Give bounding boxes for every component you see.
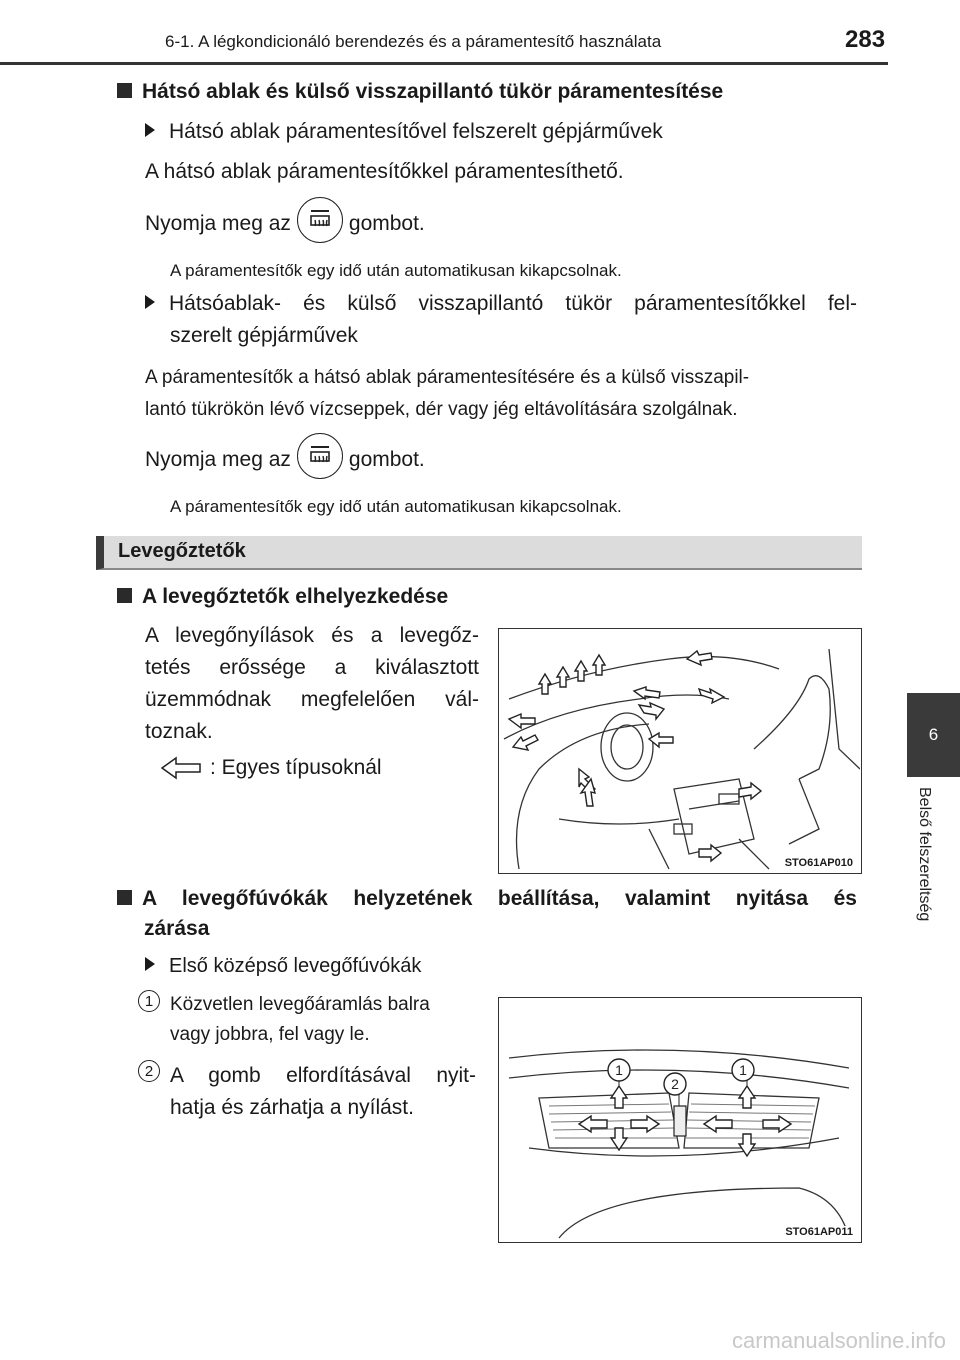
figure-code: STO61AP010	[784, 857, 853, 869]
press-text-before: Nyomja meg az	[145, 448, 291, 471]
callout-1-left: 1	[615, 1062, 623, 1078]
vent-illustration	[499, 998, 860, 1241]
square-bullet-icon	[117, 588, 132, 603]
press-instruction	[145, 200, 425, 248]
header-rule	[0, 62, 888, 65]
item-line2: hatja és zárhatja a nyílást.	[170, 1096, 414, 1119]
callout-2: 2	[671, 1076, 679, 1092]
item-line1: Közvetlen levegőáramlás balra	[170, 994, 430, 1015]
press-text-before: Nyomja meg az	[145, 212, 291, 235]
press-text-after: gombot.	[348, 448, 425, 471]
subsection-front-center-vents	[145, 955, 421, 978]
list-item-2-text	[170, 1060, 476, 1124]
chapter-tab[interactable]	[907, 693, 960, 777]
figure-vent-locations	[498, 628, 862, 874]
paragraph-line2: tetés erőssége a kiválasztott	[145, 656, 479, 679]
legend-text: : Egyes típusoknál	[210, 756, 382, 779]
press-instruction	[145, 436, 425, 484]
subsection-title: Első középső levegőfúvókák	[169, 955, 422, 977]
heading-text: Hátsó ablak és külső visszapillantó tükör páramentesítése	[142, 80, 724, 103]
chapter-number: 6	[928, 725, 939, 744]
figure-code: STO61AP011	[785, 1226, 853, 1238]
paragraph: A hátsó ablak páramentesítőkkel páramentesíthető.	[145, 160, 624, 183]
square-bullet-icon	[117, 890, 132, 905]
section-heading-defogger	[117, 80, 723, 104]
item-line2: vagy jobbra, fel vagy le.	[170, 1024, 370, 1045]
subsection-rear-window-mirror	[145, 288, 857, 352]
item-line1: A gomb elfordításával nyit-	[170, 1064, 476, 1087]
rear-defogger-button-icon	[297, 433, 343, 479]
subsection-title: Hátsó ablak páramentesítővel felszerelt gépjárművek	[169, 120, 663, 143]
chapter-side-label: Belső felszereltség	[916, 787, 933, 922]
number-badge: 2	[138, 1060, 160, 1082]
subsection-title-line1: Hátsóablak- és külső visszapillantó tükör páramentesítőkkel fel-	[169, 292, 857, 315]
paragraph-vent-location	[145, 620, 479, 748]
triangle-bullet-icon	[145, 295, 155, 309]
paragraph-line4: toznak.	[145, 720, 213, 743]
watermark: carmanualsonline.info	[731, 1328, 946, 1353]
square-bullet-icon	[117, 83, 132, 98]
section-heading-vent-adjust	[117, 884, 857, 944]
list-item-1	[138, 990, 160, 1012]
press-text-after: gombot.	[348, 212, 425, 235]
note: A páramentesítők egy idő után automatikusan kikapcsolnak.	[170, 261, 622, 280]
subsection-title-line2: szerelt gépjárművek	[170, 324, 358, 347]
heading-line2: zárása	[144, 917, 210, 940]
triangle-bullet-icon	[145, 957, 155, 971]
section-heading-vent-location	[117, 585, 448, 609]
heading-line1: A levegőfúvókák helyzetének beállítása, valamint nyitása és	[142, 887, 857, 910]
rear-defogger-button-icon	[297, 197, 343, 243]
list-item-1-text	[170, 990, 476, 1050]
section-bar-title: Levegőztetők	[118, 540, 246, 562]
heading-text: A levegőztetők elhelyezkedése	[142, 585, 449, 608]
page-number: 283	[845, 26, 886, 53]
note: A páramentesítők egy idő után automatikusan kikapcsolnak.	[170, 497, 622, 516]
paragraph-line1: A páramentesítők a hátsó ablak páramentesítésére és a külső visszapil-	[145, 367, 750, 388]
cabin-illustration	[499, 629, 860, 872]
callout-1-right: 1	[739, 1062, 747, 1078]
number-badge: 1	[138, 990, 160, 1012]
paragraph-line2: lantó tükrökön lévő vízcseppek, dér vagy jég eltávolítására szolgálnak.	[145, 399, 738, 420]
triangle-bullet-icon	[145, 123, 155, 137]
list-item-2	[138, 1060, 160, 1082]
legend-some-models	[160, 752, 382, 784]
section-bar-vents	[96, 536, 862, 570]
paragraph-line1: A levegőnyílások és a levegőz-	[145, 624, 479, 647]
page-header-title: 6-1. A légkondicionáló berendezés és a páramentesítő használata	[165, 32, 662, 51]
paragraph-line3: üzemmódnak megfelelően vál-	[145, 688, 479, 711]
arrow-legend-icon	[160, 756, 204, 780]
figure-center-vents	[498, 997, 862, 1243]
paragraph-mirror	[145, 362, 749, 426]
subsection-rear-window	[145, 116, 663, 148]
